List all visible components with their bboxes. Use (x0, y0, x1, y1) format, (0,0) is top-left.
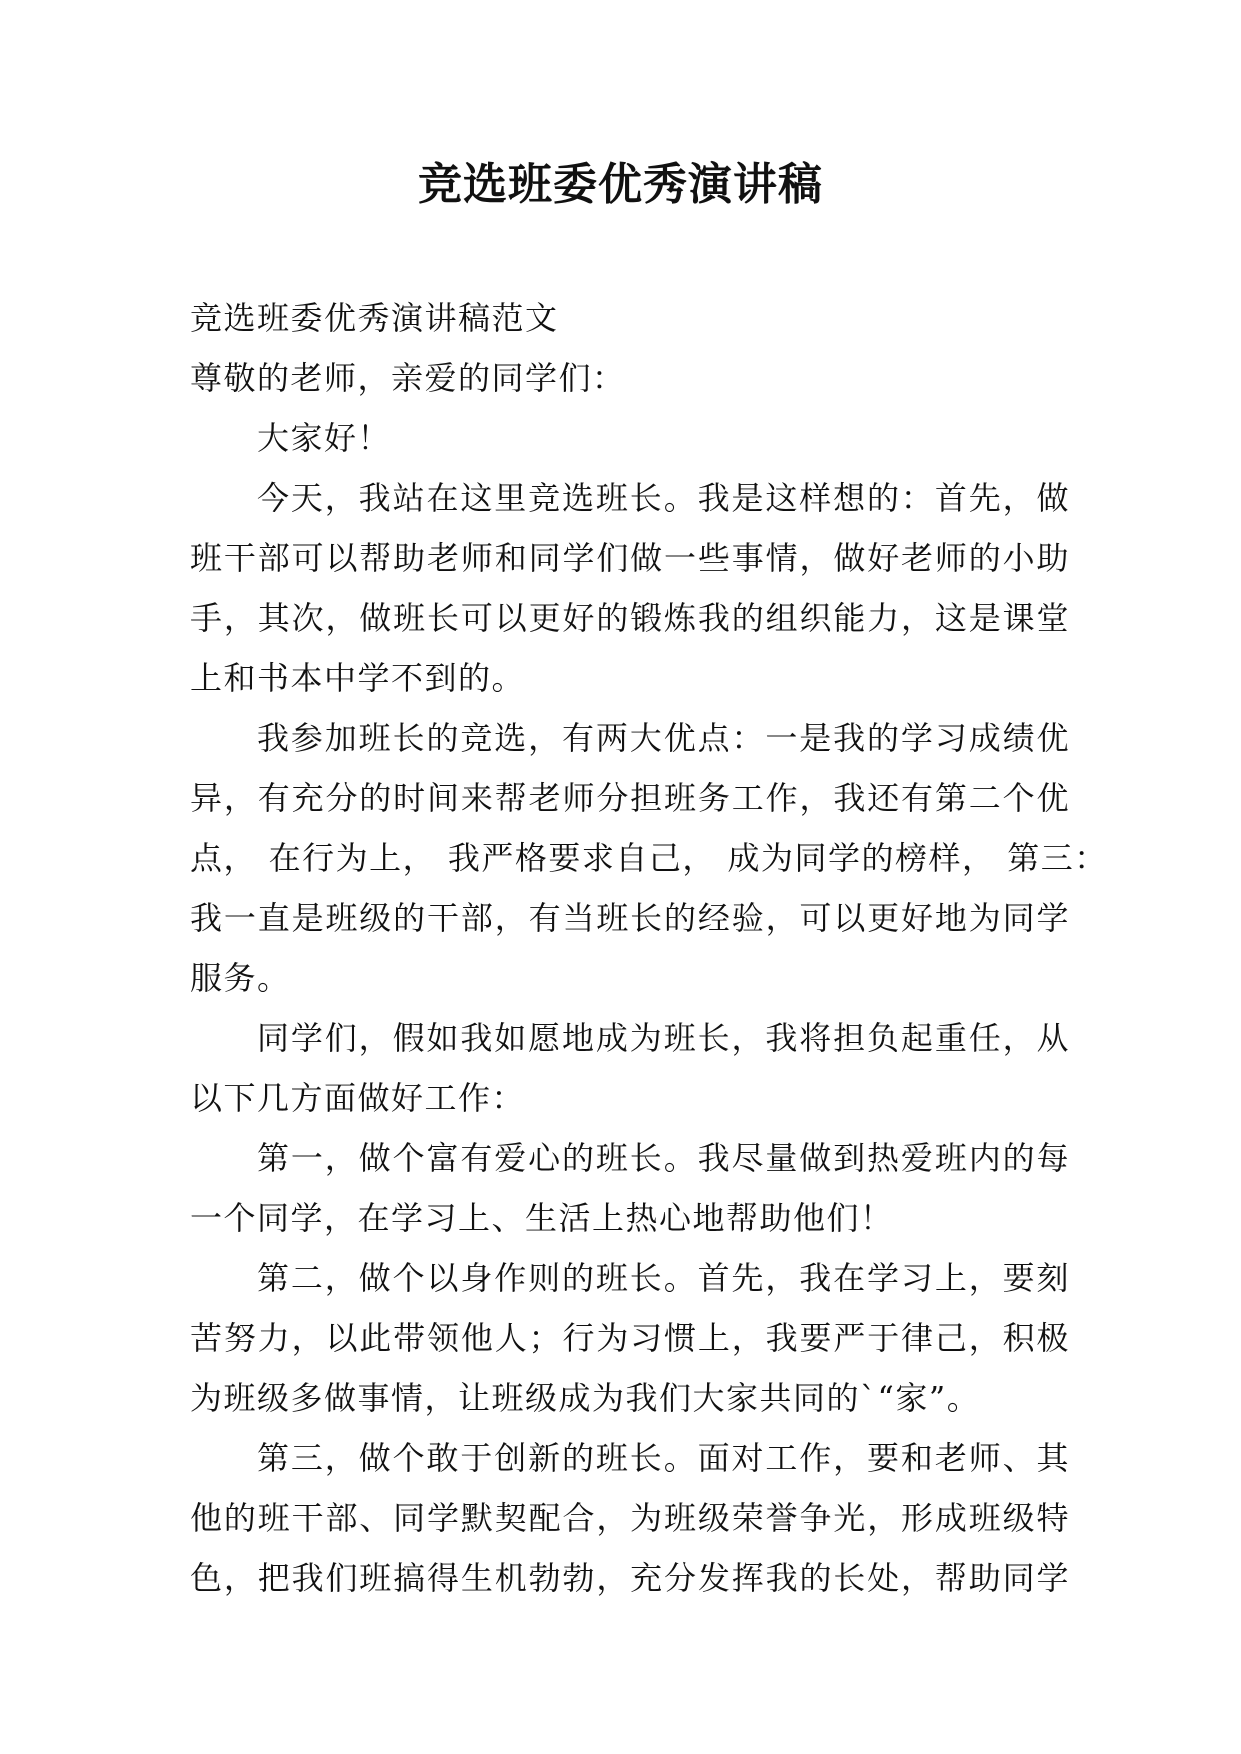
paragraph-line: 异，有充分的时间来帮老师分担班务工作，我还有第二个优 (190, 779, 1070, 817)
salutation-line: 尊敬的老师，亲爱的同学们： (190, 359, 626, 397)
paragraph-line: 他的班干部、同学默契配合，为班级荣誉争光，形成班级特 (190, 1499, 1070, 1537)
document-title: 竞选班委优秀演讲稿 (418, 159, 823, 210)
greeting-line: 大家好！ (257, 419, 392, 457)
paragraph-line: 点， 在行为上， 我严格要求自己， 成为同学的榜样， 第三： (190, 839, 1108, 877)
paragraph-line: 班干部可以帮助老师和同学们做一些事情，做好老师的小助 (190, 539, 1070, 577)
paragraph-line: 苦努力，以此带领他人；行为习惯上，我要严于律己，积极 (190, 1319, 1070, 1357)
document-body (190, 288, 1108, 1608)
subtitle-line: 竞选班委优秀演讲稿范文 (190, 299, 559, 337)
paragraph-line: 第二，做个以身作则的班长。首先，我在学习上，要刻 (257, 1259, 1070, 1297)
paragraph-line: 我参加班长的竞选，有两大优点：一是我的学习成绩优 (257, 719, 1070, 757)
paragraph-line: 今天，我站在这里竞选班长。我是这样想的：首先，做 (257, 479, 1070, 517)
paragraph-line: 第一，做个富有爱心的班长。我尽量做到热爱班内的每 (257, 1139, 1070, 1177)
paragraph-line: 服务。 (190, 959, 291, 997)
paragraph-line: 第三，做个敢于创新的班长。面对工作，要和老师、其 (257, 1439, 1070, 1477)
paragraph-line: 上和书本中学不到的。 (190, 659, 526, 697)
paragraph-line: 我一直是班级的干部，有当班长的经验，可以更好地为同学 (190, 899, 1070, 937)
paragraph-line: 同学们，假如我如愿地成为班长，我将担负起重任，从 (257, 1019, 1070, 1057)
paragraph-line: 以下几方面做好工作： (190, 1079, 526, 1117)
paragraph-line: 一个同学，在学习上、生活上热心地帮助他们！ (190, 1199, 894, 1237)
paragraph-line: 色，把我们班搞得生机勃勃，充分发挥我的长处，帮助同学 (190, 1559, 1070, 1597)
paragraph-line: 为班级多做事情，让班级成为我们大家共同的`“家”。 (190, 1379, 981, 1417)
paragraph-line: 手，其次，做班长可以更好的锻炼我的组织能力，这是课堂 (190, 599, 1070, 637)
